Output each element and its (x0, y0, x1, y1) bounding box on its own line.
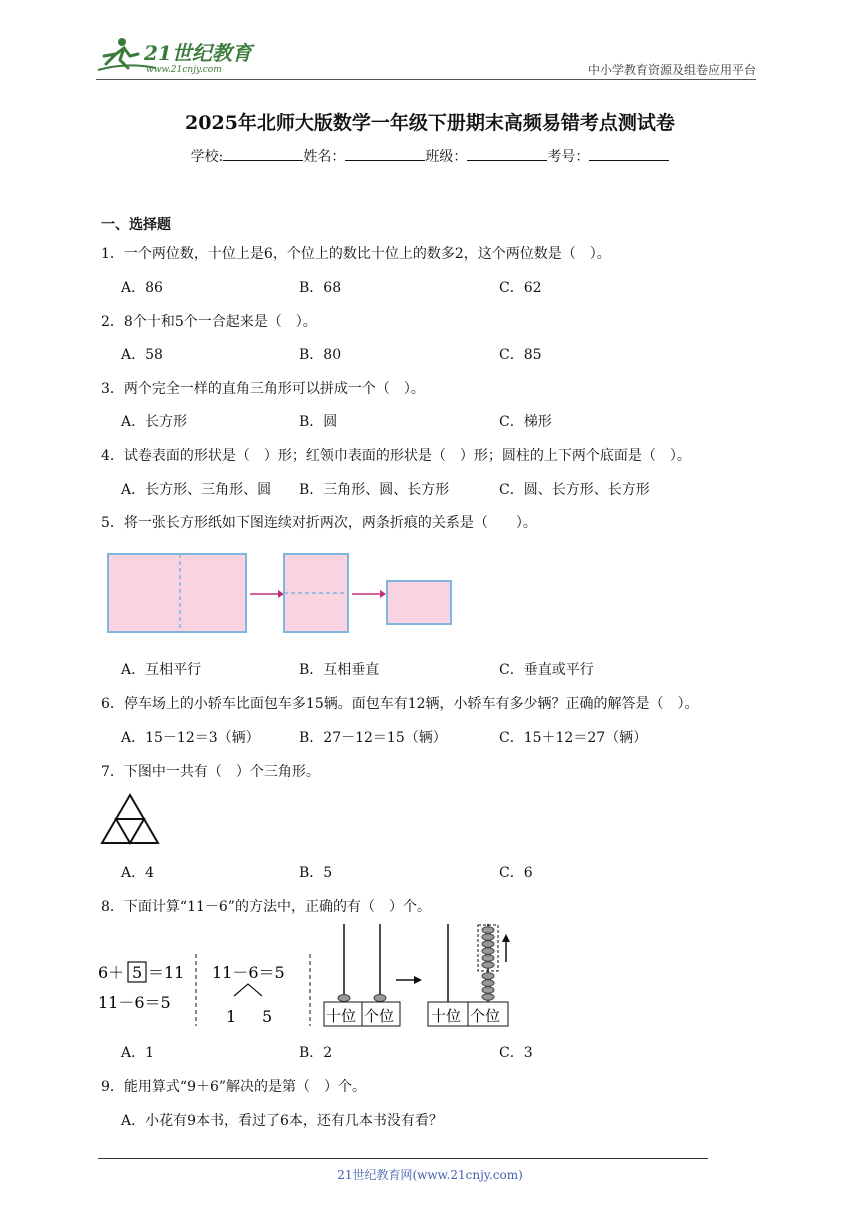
class-blank[interactable] (467, 146, 547, 161)
option-3b[interactable]: B．圆 (299, 414, 338, 430)
site-logo (96, 34, 256, 76)
footer-text[interactable]: 21世纪教育网(www.21cnjy.com) (337, 1168, 523, 1182)
arrow-icon (352, 590, 386, 598)
logo-main-text: 21世纪教育 (144, 41, 252, 65)
platform-name: 中小学教育资源及组卷应用平台 (587, 63, 756, 77)
number-blank[interactable] (589, 146, 669, 161)
option-8b[interactable]: B．2 (299, 1045, 333, 1061)
question-8: 8．下面计算“11－6”的方法中，正确的有（ ）个。 (101, 899, 431, 915)
method1-box-value: 5 (132, 963, 143, 982)
option-7b[interactable]: B．5 (299, 865, 333, 881)
option-8a[interactable]: A．1 (121, 1045, 155, 1061)
option-5c[interactable]: C．垂直或平行 (499, 662, 594, 678)
arrow-right-icon (396, 976, 422, 984)
option-5a[interactable]: A．互相平行 (121, 662, 202, 678)
question-3: 3．两个完全一样的直角三角形可以拼成一个（ ）。 (101, 381, 425, 397)
name-label: 姓名： (303, 149, 346, 165)
option-2c[interactable]: C．85 (499, 347, 542, 363)
option-4c[interactable]: C．圆、长方形、长方形 (499, 482, 650, 498)
option-6c[interactable]: C．15＋12＝27（辆） (499, 730, 648, 746)
option-8c[interactable]: C．3 (499, 1045, 533, 1061)
option-4b[interactable]: B．三角形、圆、长方形 (299, 482, 450, 498)
option-3a[interactable]: A．长方形 (121, 414, 188, 430)
abacus2-ones-label: 个位 (470, 1007, 501, 1025)
abacus-bead (338, 995, 350, 1002)
paper-quarter (387, 581, 451, 624)
option-7a[interactable]: A．4 (121, 865, 155, 881)
arrow-icon (250, 590, 284, 598)
abacus2-tens-label: 十位 (431, 1007, 462, 1025)
abacus-bead (374, 995, 386, 1002)
abacus1-ones-label: 个位 (364, 1007, 395, 1025)
option-7c[interactable]: C．6 (499, 865, 533, 881)
option-2a[interactable]: A．58 (121, 347, 163, 363)
option-5b[interactable]: B．互相垂直 (299, 662, 380, 678)
question-5: 5．将一张长方形纸如下图连续对折两次，两条折痕的关系是（ ）。 (101, 515, 537, 531)
question-1: 1．一个两位数，十位上是6，个位上的数比十位上的数多2，这个两位数是（ ）。 (101, 246, 611, 262)
calculation-methods-figure (98, 922, 518, 1034)
method1-text-a: 6＋ (98, 963, 125, 982)
footer-divider (98, 1158, 708, 1159)
section-heading: 一、选择题 (101, 217, 171, 233)
option-1a[interactable]: A．86 (121, 280, 163, 296)
class-label: 班级： (425, 149, 468, 165)
option-1b[interactable]: B．68 (299, 280, 342, 296)
option-1c[interactable]: C．62 (499, 280, 542, 296)
question-4: 4．试卷表面的形状是（ ）形；红领巾表面的形状是（ ）形；圆柱的上下两个底面是（ ）。 (101, 448, 691, 464)
name-blank[interactable] (345, 146, 425, 161)
method2-split-left: 1 (226, 1007, 237, 1026)
abacus-ones-beads (482, 927, 494, 1000)
school-label: 学校: (190, 149, 224, 165)
page-title: 2025年北师大版数学一年级下册期末高频易错考点测试卷 (185, 112, 675, 134)
question-9: 9．能用算式“9＋6”解决的是第（ ）个。 (101, 1079, 367, 1095)
option-3c[interactable]: C．梯形 (499, 414, 552, 430)
number-label: 考号： (547, 149, 590, 165)
arrow-up-icon (502, 934, 510, 962)
triangle-figure (100, 793, 160, 849)
method2-split-right: 5 (262, 1007, 273, 1026)
student-info-line (0, 146, 860, 166)
paper-folding-figure (106, 552, 456, 640)
method1-text-b: ＝11 (148, 963, 185, 982)
school-blank[interactable] (223, 146, 303, 161)
method2-line1: 11－6＝5 (212, 963, 285, 982)
option-4a[interactable]: A．长方形、三角形、圆 (121, 482, 272, 498)
option-9a[interactable]: A．小花有9本书，看过了6本，还有几本书没有看？ (121, 1113, 443, 1129)
question-6: 6．停车场上的小轿车比面包车多15辆。面包车有12辆，小轿车有多少辆？正确的解答是（ ）。 (101, 696, 699, 712)
option-2b[interactable]: B．80 (299, 347, 342, 363)
header-divider (96, 79, 756, 80)
method1-line2: 11－6＝5 (98, 993, 171, 1012)
question-2: 2．8个十和5个一合起来是（ ）。 (101, 314, 317, 330)
paper-full (108, 554, 246, 632)
question-7: 7．下图中一共有（ ）个三角形。 (101, 764, 320, 780)
logo-url-text: www.21cnjy.com (146, 65, 222, 75)
abacus1-tens-label: 十位 (326, 1007, 357, 1025)
option-6a[interactable]: A．15－12＝3（辆） (121, 730, 260, 746)
option-6b[interactable]: B．27－12＝15（辆） (299, 730, 447, 746)
